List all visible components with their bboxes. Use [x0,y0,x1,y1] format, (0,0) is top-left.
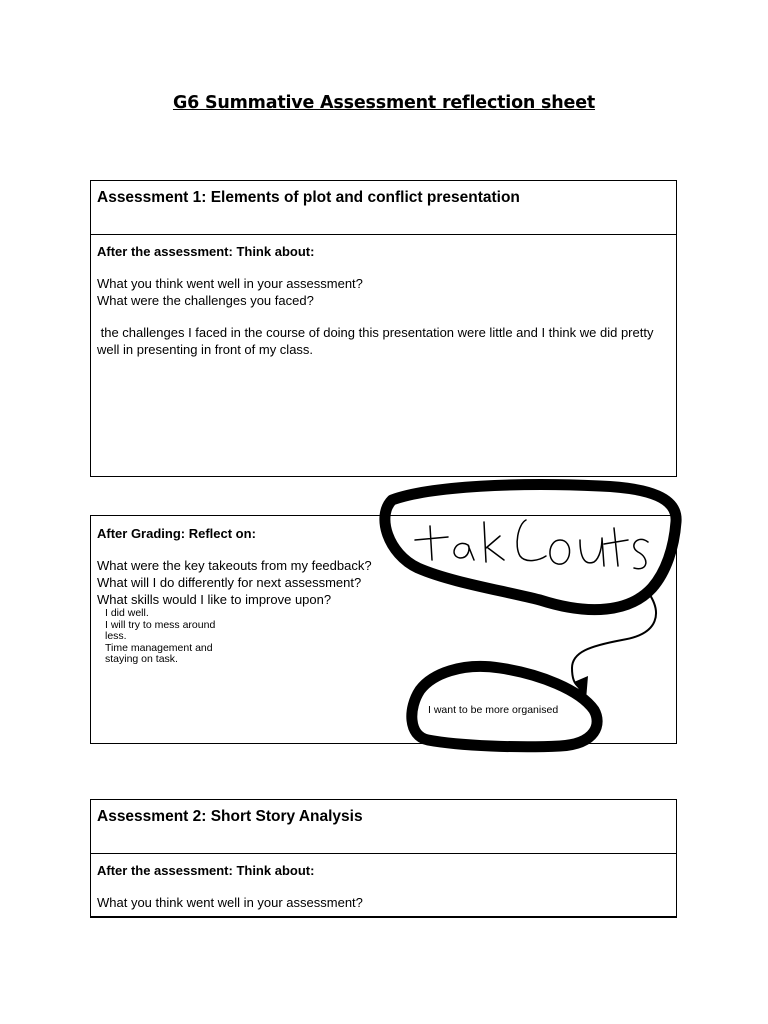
think-about-label: After the assessment: Think about: [97,863,315,878]
question-challenges: What were the challenges you faced? [97,293,314,308]
assessment-1-body [91,235,676,358]
organised-note: I want to be more organised [428,704,559,716]
assessment-2-box [90,799,677,918]
answer-line: I did well. [105,607,149,619]
answer-text[interactable]: the challenges I faced in the course of doing this presentation were little and I think we did pretty well in presenting in front of my class. [97,325,658,357]
assessment-2-body [91,854,676,911]
answer-line: I will try to mess around less. [105,618,216,642]
question-differently: What will I do differently for next assessment? [97,575,362,590]
question-went-well: What you think went well in your assessment? [97,276,363,291]
grading-box [90,515,677,744]
reflect-on-label: After Grading: Reflect on: [97,526,256,541]
answer-line: Time management and staying on task. [105,641,213,665]
question-went-well: What you think went well in your assessment? [97,895,363,910]
page-title: G6 Summative Assessment reflection sheet [172,93,596,113]
assessment-1-box [90,180,677,477]
think-about-label: After the assessment: Think about: [97,244,315,259]
question-skills: What skills would I like to improve upon? [97,592,332,607]
assessment-2-header: Assessment 2: Short Story Analysis [91,800,676,854]
grading-body [91,516,676,666]
question-takeouts: What were the key takeouts from my feedback? [97,558,372,573]
grading-answers[interactable] [97,608,235,666]
assessment-1-header: Assessment 1: Elements of plot and conflict presentation [91,181,676,235]
